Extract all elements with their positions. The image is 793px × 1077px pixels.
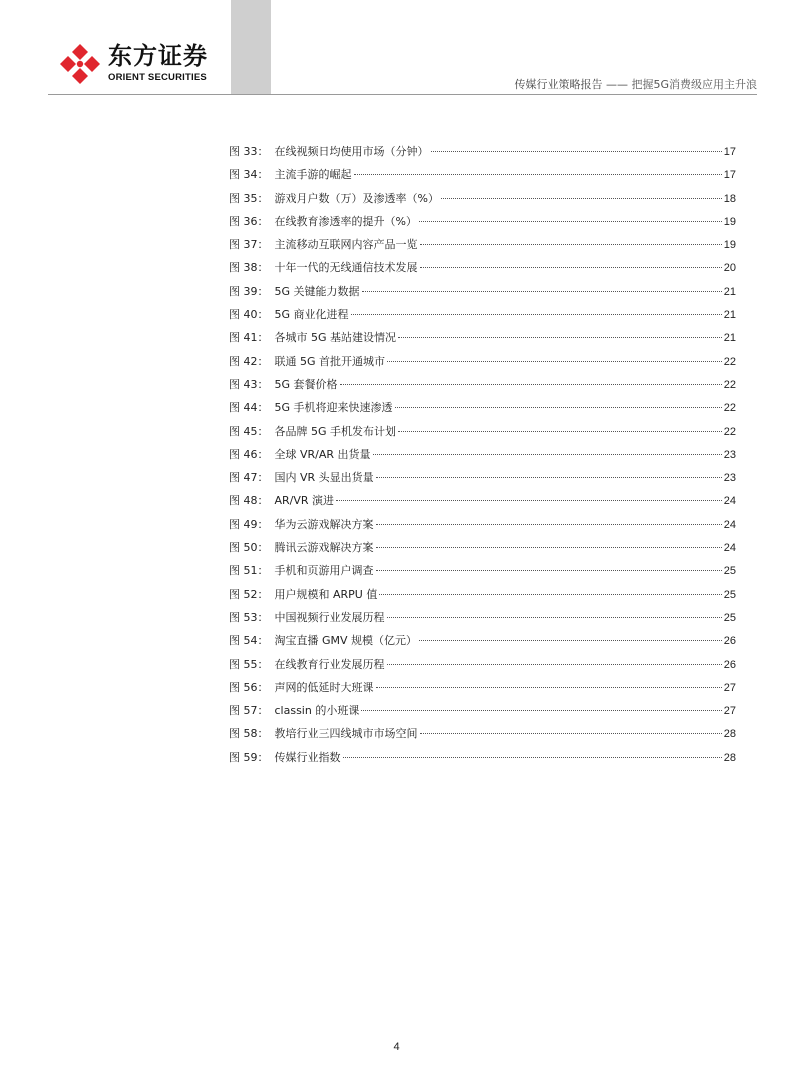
toc-entry-page: 19 xyxy=(723,215,736,228)
toc-dot-leader xyxy=(376,547,722,548)
toc-dot-leader xyxy=(354,174,722,175)
toc-entry-page: 26 xyxy=(723,658,736,671)
toc-entry[interactable] xyxy=(229,610,736,633)
orient-logo-icon xyxy=(58,42,102,86)
toc-entry-title: 各品牌 5G 手机发布计划 xyxy=(274,424,397,438)
toc-entry-page: 24 xyxy=(723,542,736,555)
toc-dot-leader xyxy=(376,477,722,478)
toc-entry[interactable] xyxy=(229,493,736,516)
toc-dot-leader xyxy=(340,384,722,385)
logo-chinese-name: 东方证券 xyxy=(108,42,208,70)
toc-entry[interactable] xyxy=(229,447,736,470)
toc-entry-page: 24 xyxy=(723,495,736,508)
toc-entry-title: 淘宝直播 GMV 规模（亿元） xyxy=(274,634,418,648)
toc-dot-leader xyxy=(395,407,722,408)
toc-entry[interactable] xyxy=(229,517,736,540)
toc-entry-title: 声网的低延时大班课 xyxy=(274,680,374,694)
toc-entry-number: 图 58： xyxy=(229,727,269,741)
toc-entry[interactable] xyxy=(229,377,736,400)
header-separator: —— xyxy=(605,78,628,91)
toc-entry-page: 27 xyxy=(723,681,736,694)
toc-entry-page: 20 xyxy=(723,262,736,275)
toc-entry-page: 25 xyxy=(723,611,736,624)
toc-entry-number: 图 38： xyxy=(229,261,269,275)
toc-dot-leader xyxy=(419,640,722,641)
toc-dot-leader xyxy=(376,687,722,688)
toc-entry-page: 24 xyxy=(723,518,736,531)
toc-entry-page: 22 xyxy=(723,378,736,391)
toc-entry-title: 教培行业三四线城市市场空间 xyxy=(274,727,418,741)
toc-entry[interactable] xyxy=(229,354,736,377)
toc-entry-number: 图 53： xyxy=(229,610,269,624)
toc-dot-leader xyxy=(420,244,722,245)
toc-entry-title: 传媒行业指数 xyxy=(274,750,341,764)
toc-entry-title: 在线教育行业发展历程 xyxy=(274,657,385,671)
toc-entry-number: 图 34： xyxy=(229,168,269,182)
toc-entry-title: classin 的小班课 xyxy=(274,704,360,718)
toc-entry-title: 主流移动互联网内容产品一览 xyxy=(274,238,418,252)
toc-entry-title: 在线教育渗透率的提升（%） xyxy=(274,214,417,228)
toc-dot-leader xyxy=(376,570,722,571)
toc-entry[interactable] xyxy=(229,587,736,610)
toc-entry-number: 图 47： xyxy=(229,471,269,485)
toc-entry[interactable] xyxy=(229,307,736,330)
toc-entry[interactable] xyxy=(229,330,736,353)
toc-entry-title: 各城市 5G 基站建设情况 xyxy=(274,331,397,345)
toc-entry-title: 手机和页游用户调查 xyxy=(274,564,374,578)
toc-entry-title: AR/VR 演进 xyxy=(274,494,335,508)
toc-entry-title: 主流手游的崛起 xyxy=(274,168,352,182)
toc-entry[interactable] xyxy=(229,167,736,190)
toc-entry-title: 5G 套餐价格 xyxy=(274,377,338,391)
toc-entry-title: 5G 手机将迎来快速渗透 xyxy=(274,401,393,415)
toc-entry-title: 用户规模和 ARPU 值 xyxy=(274,587,378,601)
toc-entry-title: 十年一代的无线通信技术发展 xyxy=(274,261,418,275)
logo-english-name: ORIENT SECURITIES xyxy=(108,72,207,83)
toc-dot-leader xyxy=(343,757,722,758)
toc-entry[interactable] xyxy=(229,750,736,773)
toc-dot-leader xyxy=(362,291,722,292)
toc-dot-leader xyxy=(419,221,722,222)
toc-dot-leader xyxy=(387,617,722,618)
toc-entry-number: 图 33： xyxy=(229,145,269,158)
toc-entry-page: 21 xyxy=(723,309,736,322)
toc-entry-page: 23 xyxy=(723,448,736,461)
toc-entry[interactable] xyxy=(229,424,736,447)
toc-entry-number: 图 56： xyxy=(229,680,269,694)
report-subtitle: 把握5G消费级应用主升浪 xyxy=(631,78,757,91)
toc-entry-title: 5G 关键能力数据 xyxy=(274,284,360,298)
header-gray-tab xyxy=(231,0,271,95)
toc-entry[interactable] xyxy=(229,657,736,680)
toc-entry-title: 国内 VR 头显出货量 xyxy=(274,471,374,485)
toc-entry-title: 华为云游戏解决方案 xyxy=(274,517,374,531)
toc-entry-page: 26 xyxy=(723,635,736,648)
toc-entry-page: 17 xyxy=(723,146,736,158)
toc-entry-number: 图 50： xyxy=(229,541,269,555)
toc-dot-leader xyxy=(376,524,722,525)
page-number: 4 xyxy=(393,1041,400,1053)
toc-entry-number: 图 45： xyxy=(229,424,269,438)
toc-entry-number: 图 35： xyxy=(229,191,269,205)
toc-dot-leader xyxy=(398,337,722,338)
toc-entry[interactable] xyxy=(229,680,736,703)
toc-entry[interactable] xyxy=(229,237,736,260)
toc-entry-page: 21 xyxy=(723,285,736,298)
toc-dot-leader xyxy=(398,431,722,432)
toc-entry-number: 图 57： xyxy=(229,704,269,718)
toc-dot-leader xyxy=(387,361,722,362)
toc-entry-number: 图 43： xyxy=(229,377,269,391)
toc-entry[interactable] xyxy=(229,400,736,423)
toc-entry-title: 5G 商业化进程 xyxy=(274,308,349,322)
toc-entry[interactable] xyxy=(229,144,736,167)
toc-entry-title: 在线视频日均使用市场（分钟） xyxy=(274,145,429,158)
toc-entry-page: 19 xyxy=(723,239,736,252)
toc-entry-number: 图 46： xyxy=(229,447,269,461)
toc-dot-leader xyxy=(420,267,722,268)
toc-entry[interactable] xyxy=(229,260,736,283)
toc-entry-number: 图 44： xyxy=(229,401,269,415)
toc-entry-number: 图 49： xyxy=(229,517,269,531)
toc-entry-page: 25 xyxy=(723,565,736,578)
toc-entry-page: 22 xyxy=(723,355,736,368)
toc-dot-leader xyxy=(387,664,722,665)
figure-table-of-contents xyxy=(229,144,736,773)
toc-entry[interactable] xyxy=(229,214,736,237)
toc-entry[interactable] xyxy=(229,470,736,493)
toc-entry-page: 27 xyxy=(723,705,736,718)
toc-dot-leader xyxy=(431,151,722,152)
toc-entry-number: 图 59： xyxy=(229,750,269,764)
toc-entry-page: 28 xyxy=(723,728,736,741)
toc-entry-number: 图 48： xyxy=(229,494,269,508)
toc-dot-leader xyxy=(420,733,722,734)
toc-entry[interactable] xyxy=(229,726,736,749)
toc-entry-number: 图 40： xyxy=(229,308,269,322)
report-header-title xyxy=(514,78,757,91)
toc-entry-number: 图 51： xyxy=(229,564,269,578)
toc-dot-leader xyxy=(351,314,722,315)
toc-dot-leader xyxy=(361,710,721,711)
toc-entry-page: 25 xyxy=(723,588,736,601)
toc-dot-leader xyxy=(379,594,721,595)
toc-dot-leader xyxy=(373,454,722,455)
header-divider xyxy=(48,94,757,95)
toc-entry-title: 腾讯云游戏解决方案 xyxy=(274,541,374,555)
toc-entry-page: 23 xyxy=(723,472,736,485)
toc-entry-number: 图 39： xyxy=(229,284,269,298)
toc-entry[interactable] xyxy=(229,540,736,563)
toc-entry-number: 图 42： xyxy=(229,354,269,368)
toc-entry-title: 中国视频行业发展历程 xyxy=(274,610,385,624)
toc-entry-title: 全球 VR/AR 出货量 xyxy=(274,447,371,461)
toc-entry-number: 图 55： xyxy=(229,657,269,671)
orient-securities-logo xyxy=(58,42,228,88)
toc-entry-page: 22 xyxy=(723,402,736,415)
toc-dot-leader xyxy=(441,198,722,199)
toc-entry-number: 图 37： xyxy=(229,238,269,252)
toc-entry-page: 18 xyxy=(723,192,736,205)
toc-dot-leader xyxy=(336,500,722,501)
toc-entry-page: 22 xyxy=(723,425,736,438)
report-type: 传媒行业策略报告 xyxy=(514,78,603,91)
toc-entry-page: 17 xyxy=(723,169,736,182)
toc-entry[interactable] xyxy=(229,191,736,214)
toc-entry-number: 图 54： xyxy=(229,634,269,648)
toc-entry[interactable] xyxy=(229,563,736,586)
toc-entry-title: 游戏月户数（万）及渗透率（%） xyxy=(274,191,439,205)
toc-entry-page: 21 xyxy=(723,332,736,345)
toc-entry[interactable] xyxy=(229,633,736,656)
toc-entry[interactable] xyxy=(229,284,736,307)
toc-entry-page: 28 xyxy=(723,751,736,764)
toc-entry-number: 图 41： xyxy=(229,331,269,345)
toc-entry-number: 图 36： xyxy=(229,214,269,228)
toc-entry[interactable] xyxy=(229,703,736,726)
toc-entry-number: 图 52： xyxy=(229,587,269,601)
toc-entry-title: 联通 5G 首批开通城市 xyxy=(274,354,386,368)
